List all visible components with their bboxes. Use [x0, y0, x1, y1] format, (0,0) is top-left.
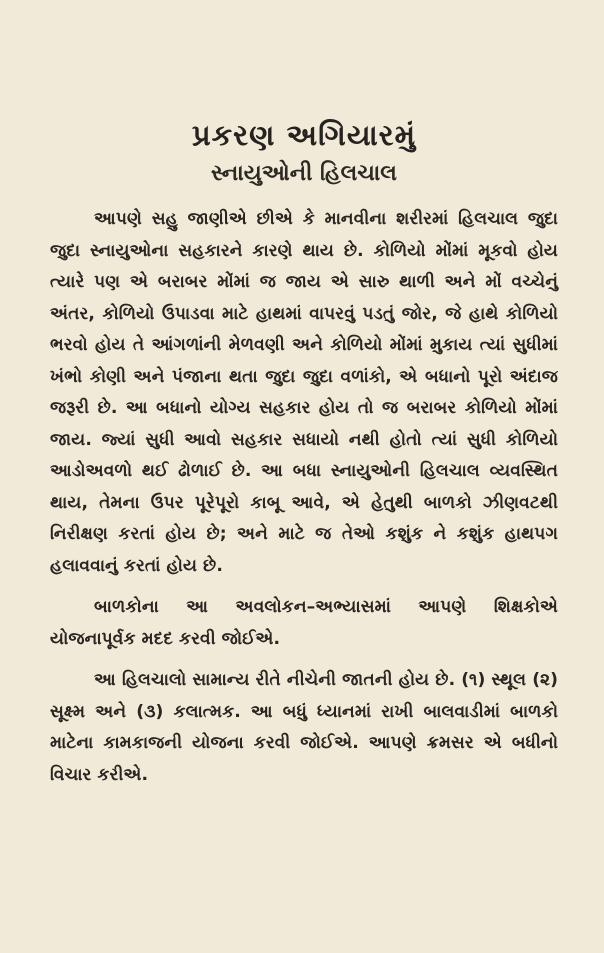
paragraph-2: બાળકોના આ અવલોકન–અભ્યાસમાં આપણે શિક્ષકોએ યોજનાપૂર્વક મદદ કરવી જોઈએ. [50, 597, 558, 649]
paragraph-1: આપણે સહુ જાણીએ છીએ કે માનવીના શરીરમાં હિલચાલ જુદા જુદા સ્નાયુઓના સહકારને કારણે થાય છે. કોળિયો મોંમાં મૂકવો હોય ત્યારે પણ એ બરાબર મોંમાં જ જાય એ સારુ થાળી અને મોં વચ્ચેનું અંતર, કોળિયો ઉપાડવા માટે હાથમાં વાપરવું પડતું જોર, જે હાથે કોળિયો ભરવો હોય તે આંગળાંની મેળવણી અને કોળિયો મોંમાં મુકાય ત્યાં સુધીમાં ખંભો કોણી અને પંજાના થતા જુદા જુદા વળાંકો, એ બધાનો પૂરો અંદાજ જરૂરી છે. આ બધાનો યોગ્ય સહકાર હોય તો જ બરાબર કોળિયો મોંમાં જાય. જ્યાં સુધી આવો સહકાર સધાયો નથી હોતો ત્યાં સુધી કોળિયો આડોઅવળો થઈ ઢોળાઈ છે. આ બધા સ્નાયુઓની હિલચાલ વ્યવસ્થિત થાય, તેમના ઉપર પૂરેપૂરો કાબૂ આવે, એ હેતુથી બાળકો ઝીણવટથી નિરીક્ષણ કરતાં હોય છે; અને માટે જ તેઓ કશુંક ને કશુંક હાથપગ હલાવવાનું કરતાં હોય છે. [50, 209, 558, 576]
paragraph-3: આ હિલચાલો સામાન્ય રીતે નીચેની જાતની હોય છે. (૧) સ્થૂલ (૨) સૂક્ષ્મ અને (૩) કલાત્મક. આ બધું ધ્યાનમાં રાખી બાલવાડીમાં બાળકો માટેના કામકાજની યોજના કરવી જોઈએ. આપણે ક્રમસર એ બધીનો વિચાર કરીએ. [50, 670, 558, 785]
chapter-title: પ્રકરણ અગિયારમું [191, 118, 417, 152]
chapter-subtitle: સ્નાયુઓની હિલચાલ [211, 161, 397, 186]
